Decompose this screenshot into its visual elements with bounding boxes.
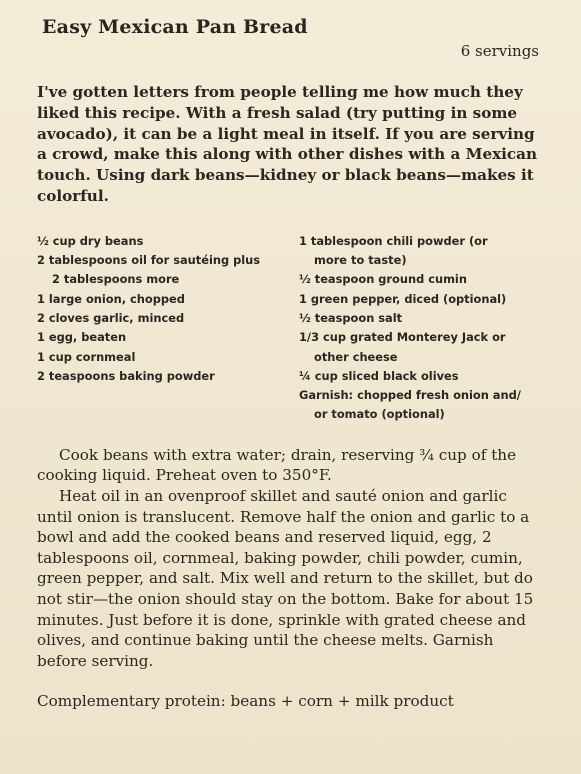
servings-count: 6 servings [460, 42, 539, 60]
recipe-intro: I've gotten letters from people telling me how much they liked this recipe. With a fresh salad (try putting in some avocado), it can be a light meal in itself. If you are serving a crowd, make this along with other dishes with a Mexican touch. Using dark beans—kidney or black beans—makes it colorful. [37, 83, 538, 205]
ingredient-item: Garnish: chopped fresh onion and/ or tomato (optional) [299, 388, 521, 422]
ingredient-item: 2 tablespoons oil for sautéing plus 2 tablespoons more [37, 253, 261, 287]
ingredient-item: 2 cloves garlic, minced [37, 310, 185, 325]
ingredient-item: ½ teaspoon ground cumin [299, 272, 467, 287]
method-step: Cook beans with extra water; drain, reserving ¾ cup of the cooking liquid. Preheat oven to 350°F. [37, 445, 517, 485]
ingredient-item: ½ cup dry beans [37, 233, 144, 248]
ingredient-item: 2 teaspoons baking powder [37, 368, 215, 383]
protein-note: Complementary protein: beans + corn + milk product [37, 692, 454, 711]
ingredient-item: 1 green pepper, diced (optional) [299, 291, 507, 306]
ingredient-item: 1 egg, beaten [37, 330, 127, 345]
recipe-title: Easy Mexican Pan Bread [42, 16, 308, 38]
ingredient-item: ½ teaspoon salt [299, 310, 403, 325]
ingredient-list [37, 232, 539, 425]
method-step: Heat oil in an ovenproof skillet and sauté onion and garlic until onion is translucent. Remove half the onion and garlic to a bowl and add the cooked beans and reserved liquid, egg, 2 tablespoons oil, cornmeal, baking powder, chili powder, cumin, green pepper, and salt. Mix well and return to the skillet, but do not stir—the onion should stay on the bottom. Bake for about 15 minutes. Just before it is done, sprinkle with grated cheese and olives, and continue baking until the cheese melts. Garnish before serving. [37, 486, 534, 670]
ingredient-item: 1/3 cup grated Monterey Jack or other cheese [299, 330, 506, 364]
recipe-method [37, 445, 539, 672]
ingredient-item: 1 cup cornmeal [37, 349, 136, 364]
ingredient-item: 1 tablespoon chili powder (or more to taste) [299, 233, 488, 268]
ingredient-item: ¼ cup sliced black olives [299, 368, 459, 383]
ingredient-item: 1 large onion, chopped [37, 291, 185, 306]
ingredient-column-left [37, 232, 299, 425]
ingredient-column-right [299, 232, 539, 425]
